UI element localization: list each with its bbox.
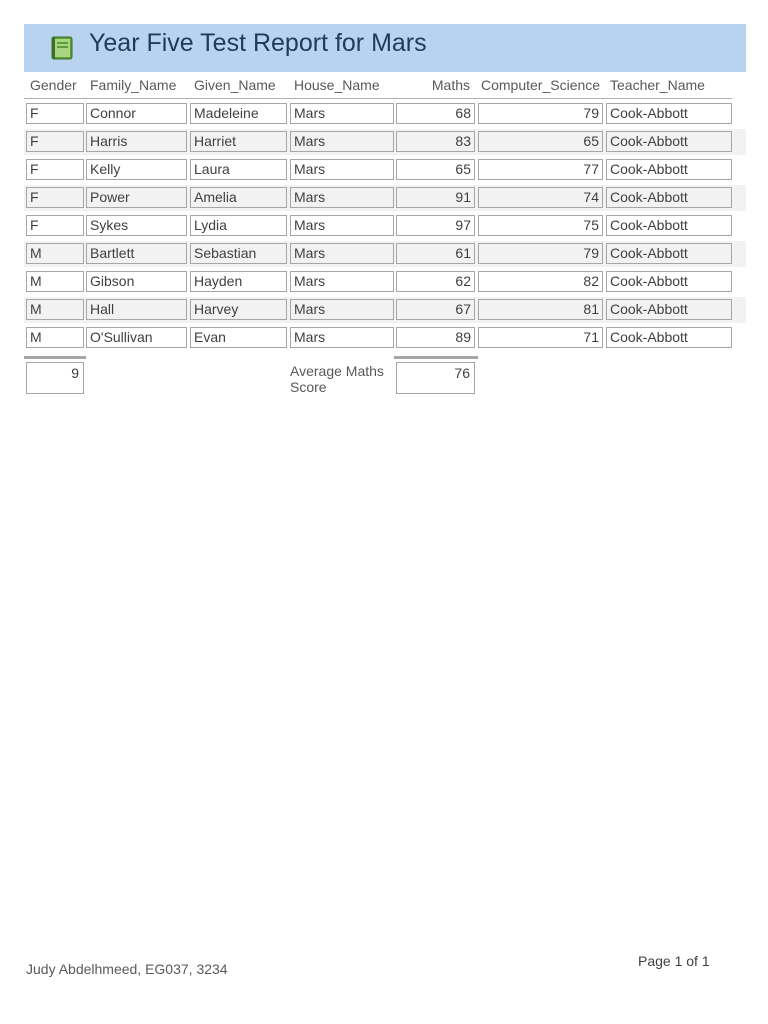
table-row: [24, 101, 746, 127]
table-row: [24, 185, 746, 211]
cell-family-name: Power: [86, 187, 187, 208]
report-book-icon: [50, 35, 74, 61]
average-maths-score: 76: [396, 362, 475, 394]
column-header-given-name: Given_Name: [194, 77, 276, 93]
column-header-gender: Gender: [30, 77, 77, 93]
cell-house-name: Mars: [290, 271, 394, 292]
cell-teacher-name: Cook-Abbott: [606, 327, 732, 348]
column-header-teacher-name: Teacher_Name: [610, 77, 705, 93]
cell-family-name: Connor: [86, 103, 187, 124]
cell-gender: F: [26, 187, 84, 208]
cell-given-name: Hayden: [190, 271, 287, 292]
column-header-family-name: Family_Name: [90, 77, 177, 93]
cell-maths: 67: [396, 299, 475, 320]
cell-computer-science: 77: [478, 159, 603, 180]
cell-gender: M: [26, 271, 84, 292]
cell-given-name: Amelia: [190, 187, 287, 208]
cell-gender: F: [26, 131, 84, 152]
cell-teacher-name: Cook-Abbott: [606, 271, 732, 292]
cell-teacher-name: Cook-Abbott: [606, 131, 732, 152]
cell-gender: M: [26, 299, 84, 320]
cell-gender: F: [26, 159, 84, 180]
column-header-computer-science: Computer_Science: [481, 77, 601, 93]
cell-teacher-name: Cook-Abbott: [606, 299, 732, 320]
report-header: [24, 24, 746, 72]
page-number: Page 1 of 1: [638, 953, 710, 969]
cell-given-name: Harriet: [190, 131, 287, 152]
column-header-house-name: House_Name: [294, 77, 380, 93]
cell-given-name: Harvey: [190, 299, 287, 320]
cell-maths: 61: [396, 243, 475, 264]
cell-given-name: Lydia: [190, 215, 287, 236]
cell-family-name: Gibson: [86, 271, 187, 292]
average-maths-label: Average Maths Score: [290, 363, 384, 395]
cell-house-name: Mars: [290, 187, 394, 208]
column-header-maths: Maths: [431, 77, 470, 93]
cell-computer-science: 65: [478, 131, 603, 152]
cell-computer-science: 82: [478, 271, 603, 292]
report-title: Year Five Test Report for Mars: [89, 29, 427, 57]
cell-gender: M: [26, 243, 84, 264]
cell-house-name: Mars: [290, 327, 394, 348]
cell-teacher-name: Cook-Abbott: [606, 243, 732, 264]
cell-house-name: Mars: [290, 131, 394, 152]
table-row: [24, 325, 746, 351]
table-row: [24, 213, 746, 239]
cell-computer-science: 75: [478, 215, 603, 236]
cell-computer-science: 71: [478, 327, 603, 348]
cell-teacher-name: Cook-Abbott: [606, 215, 732, 236]
student-count: 9: [26, 362, 84, 394]
cell-family-name: Harris: [86, 131, 187, 152]
cell-given-name: Evan: [190, 327, 287, 348]
cell-computer-science: 79: [478, 103, 603, 124]
cell-maths: 91: [396, 187, 475, 208]
table-row: [24, 157, 746, 183]
cell-house-name: Mars: [290, 103, 394, 124]
cell-gender: F: [26, 215, 84, 236]
column-header-row: [24, 76, 732, 99]
cell-house-name: Mars: [290, 299, 394, 320]
cell-computer-science: 74: [478, 187, 603, 208]
cell-maths: 89: [396, 327, 475, 348]
cell-family-name: Bartlett: [86, 243, 187, 264]
cell-teacher-name: Cook-Abbott: [606, 159, 732, 180]
cell-house-name: Mars: [290, 159, 394, 180]
cell-computer-science: 79: [478, 243, 603, 264]
cell-family-name: Sykes: [86, 215, 187, 236]
cell-gender: F: [26, 103, 84, 124]
table-row: [24, 129, 746, 155]
cell-family-name: Hall: [86, 299, 187, 320]
cell-maths: 83: [396, 131, 475, 152]
cell-teacher-name: Cook-Abbott: [606, 187, 732, 208]
table-row: [24, 297, 746, 323]
count-total-rule: [24, 356, 86, 359]
cell-maths: 62: [396, 271, 475, 292]
cell-family-name: Kelly: [86, 159, 187, 180]
cell-computer-science: 81: [478, 299, 603, 320]
cell-gender: M: [26, 327, 84, 348]
cell-house-name: Mars: [290, 215, 394, 236]
cell-house-name: Mars: [290, 243, 394, 264]
cell-given-name: Madeleine: [190, 103, 287, 124]
cell-maths: 65: [396, 159, 475, 180]
cell-family-name: O'Sullivan: [86, 327, 187, 348]
average-total-rule: [394, 356, 478, 359]
cell-maths: 97: [396, 215, 475, 236]
table-row: [24, 269, 746, 295]
cell-maths: 68: [396, 103, 475, 124]
table-row: [24, 241, 746, 267]
cell-given-name: Laura: [190, 159, 287, 180]
cell-teacher-name: Cook-Abbott: [606, 103, 732, 124]
footer-author: Judy Abdelhmeed, EG037, 3234: [26, 961, 228, 977]
cell-given-name: Sebastian: [190, 243, 287, 264]
